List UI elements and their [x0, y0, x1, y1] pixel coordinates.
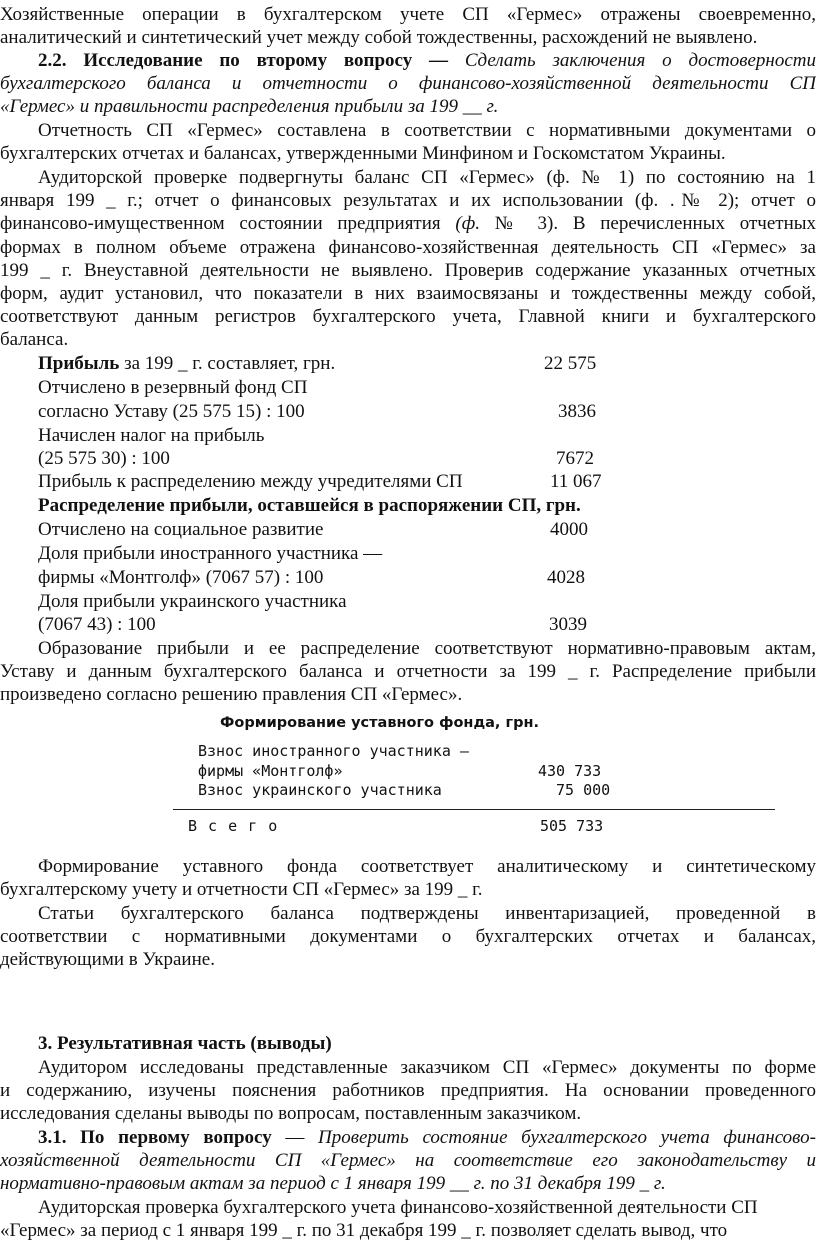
para2-line1: Отчетность СП «Гермес» составлена в соответствии с нормативными документами о	[38, 120, 816, 141]
para3-line2: января 199 _ г.; отчет о финансовых результатах и их использовании (ф. .№ 2); отчет о	[0, 190, 816, 211]
profit-row2: Отчислено в резервный фонд СП	[38, 377, 308, 398]
section-3-1-line3: нормативно-правовым актам за период с 1 января 199 __ г. по 31 декабря 199 _ г.	[0, 1173, 666, 1194]
section-2-2-line3: «Гермес» и правильности распределения прибыли за 199 __ г.	[0, 96, 499, 117]
section-3-line2: и содержанию, изучены пояснения работников предприятия. На основании проведенного	[0, 1080, 816, 1101]
para7-line2: «Гермес» за период с 1 января 199 _ г. по 31 декабря 199 _ г. позволяет сделать вывод, что	[0, 1220, 728, 1241]
distributable-profit-value: 11 067	[550, 471, 602, 492]
ukrainian-share-value: 3039	[549, 614, 587, 635]
section-3-heading: 3. Результативная часть (выводы)	[38, 1033, 332, 1054]
profit-row1-text: за 199 _ г. составляет, грн.	[119, 353, 336, 374]
profit-label: Прибыль	[38, 353, 120, 374]
fund-table-total-label: В с е г о	[188, 817, 279, 835]
para4-line1: Образование прибыли и ее распределение соответствуют нормативно-правовым актам,	[38, 638, 816, 659]
reserve-fund-value: 3836	[558, 401, 596, 422]
para3-line7: соответствуют данным регистров бухгалтерского учета, Главной книги и бухгалтерского	[0, 306, 816, 327]
ukrainian-contribution-value: 75 000	[556, 781, 611, 799]
para3-line5: 199 _ г. Внеуставной деятельности не выявлено. Проверив содержание указанных отчетных	[0, 260, 816, 281]
section-3-line3: исследования сделаны выводы по вопросам, поставленным заказчиком.	[0, 1103, 582, 1124]
section-3-1-line2: хозяйственной деятельности СП «Гермес» на соответствие его законодательству и	[0, 1150, 816, 1171]
fund-table-row2: фирмы «Монтголф»	[198, 762, 343, 780]
para3-line6: форм, аудит установил, что показатели в них взаимосвязаны и тождественны между собой,	[0, 283, 816, 304]
para6-line1: Статьи бухгалтерского баланса подтверждены инвентаризацией, проведенной в	[38, 903, 816, 924]
para3-line3-a: финансово-имущественном состоянии предприятия	[0, 213, 441, 234]
fund-table-row1: Взнос иностранного участника —	[198, 742, 469, 760]
para3-line3-b: (ф.	[455, 213, 480, 234]
profit-row4: Начислен налог на прибыль	[38, 425, 265, 446]
para3-line8: баланса.	[0, 329, 69, 350]
fund-table-total-value: 505 733	[540, 817, 604, 835]
fund-table-title: Формирование уставного фонда, грн.	[220, 715, 539, 731]
para4-line3: произведено согласно решению правления СП «Гермес».	[0, 684, 463, 705]
para3-line4: формах в полном объеме отражена финансово-хозяйственная деятельность СП «Гермес» за	[0, 237, 816, 258]
distribution-heading: Распределение прибыли, оставшейся в распоряжении СП, грн.	[38, 495, 581, 516]
fund-table-rule	[173, 809, 775, 810]
foreign-share-value: 4028	[547, 567, 585, 588]
distribution-row3: фирмы «Монтголф» (7067 57) : 100	[38, 567, 324, 588]
para5-line1: Формирование уставного фонда соответствует аналитическому и синтетическому	[38, 856, 816, 877]
para4-line2: Уставу и данным бухгалтерского баланса и отчетности за 199 _ г. Распределение прибыли	[0, 661, 816, 682]
foreign-contribution-value: 430 733	[538, 762, 602, 780]
section-2-2-heading	[38, 49, 816, 72]
fund-table-row3: Взнос украинского участника	[198, 781, 442, 799]
para2-line2: бухгалтерских отчетах и балансах, утвержденными Минфином и Госкомстатом Украины.	[0, 143, 726, 164]
section-2-2-question: Сделать заключения о достоверности	[464, 50, 816, 71]
para6-line3: действующими в Украине.	[0, 949, 215, 970]
para7-line1: Аудиторская проверка бухгалтерского учета финансово-хозяйственной деятельности СП	[38, 1197, 758, 1218]
section-2-2-line2: бухгалтерского баланса и отчетности о финансово-хозяйственной деятельности СП	[0, 73, 816, 94]
para1-line2: аналитический и синтетический учет между собой тождественны, расхождений не выявлено.	[0, 27, 758, 48]
distribution-row4: Доля прибыли украинского участника	[38, 591, 347, 612]
para3-line1: Аудиторской проверке подвергнуты баланс СП «Гермес» (ф. № 1) по состоянию на 1	[38, 167, 816, 188]
para3-line3-c: № 3). В перечисленных отчетных	[494, 213, 816, 234]
profit-tax-value: 7672	[556, 448, 594, 469]
profit-row5: (25 575 30) : 100	[38, 448, 170, 469]
distribution-row2: Доля прибыли иностранного участника —	[38, 543, 383, 564]
social-development-value: 4000	[550, 519, 588, 540]
distribution-row5: (7067 43) : 100	[38, 614, 156, 635]
profit-value: 22 575	[544, 353, 597, 374]
profit-row6: Прибыль к распределению между учредителями СП	[38, 471, 463, 492]
para6-line2: соответствии с нормативными документами о бухгалтерских отчетах и балансах,	[0, 926, 816, 947]
para5-line2: бухгалтерскому учету и отчетности СП «Гермес» за 199 _ г.	[0, 879, 483, 900]
section-3-1-heading	[38, 1126, 816, 1149]
section-3-1-dash: —	[271, 1127, 319, 1148]
section-3-1-question: Проверить состояние бухгалтерского учета финансово-	[318, 1127, 816, 1148]
para3-line3	[0, 212, 816, 235]
para1-line1: Хозяйственные операции в бухгалтерском учете СП «Гермес» отражены своевременно,	[0, 4, 816, 25]
distribution-row1: Отчислено на социальное развитие	[38, 519, 324, 540]
profit-row3: согласно Уставу (25 575 15) : 100	[38, 401, 305, 422]
section-3-line1: Аудитором исследованы представленные заказчиком СП «Гермес» документы по форме	[38, 1057, 816, 1078]
section-2-2-number: 2.2.	[38, 50, 67, 71]
section-3-1-title: 3.1. По первому вопросу	[38, 1127, 272, 1148]
profit-row1	[38, 352, 598, 375]
section-2-2-title: Исследование по второму вопросу —	[83, 50, 449, 71]
